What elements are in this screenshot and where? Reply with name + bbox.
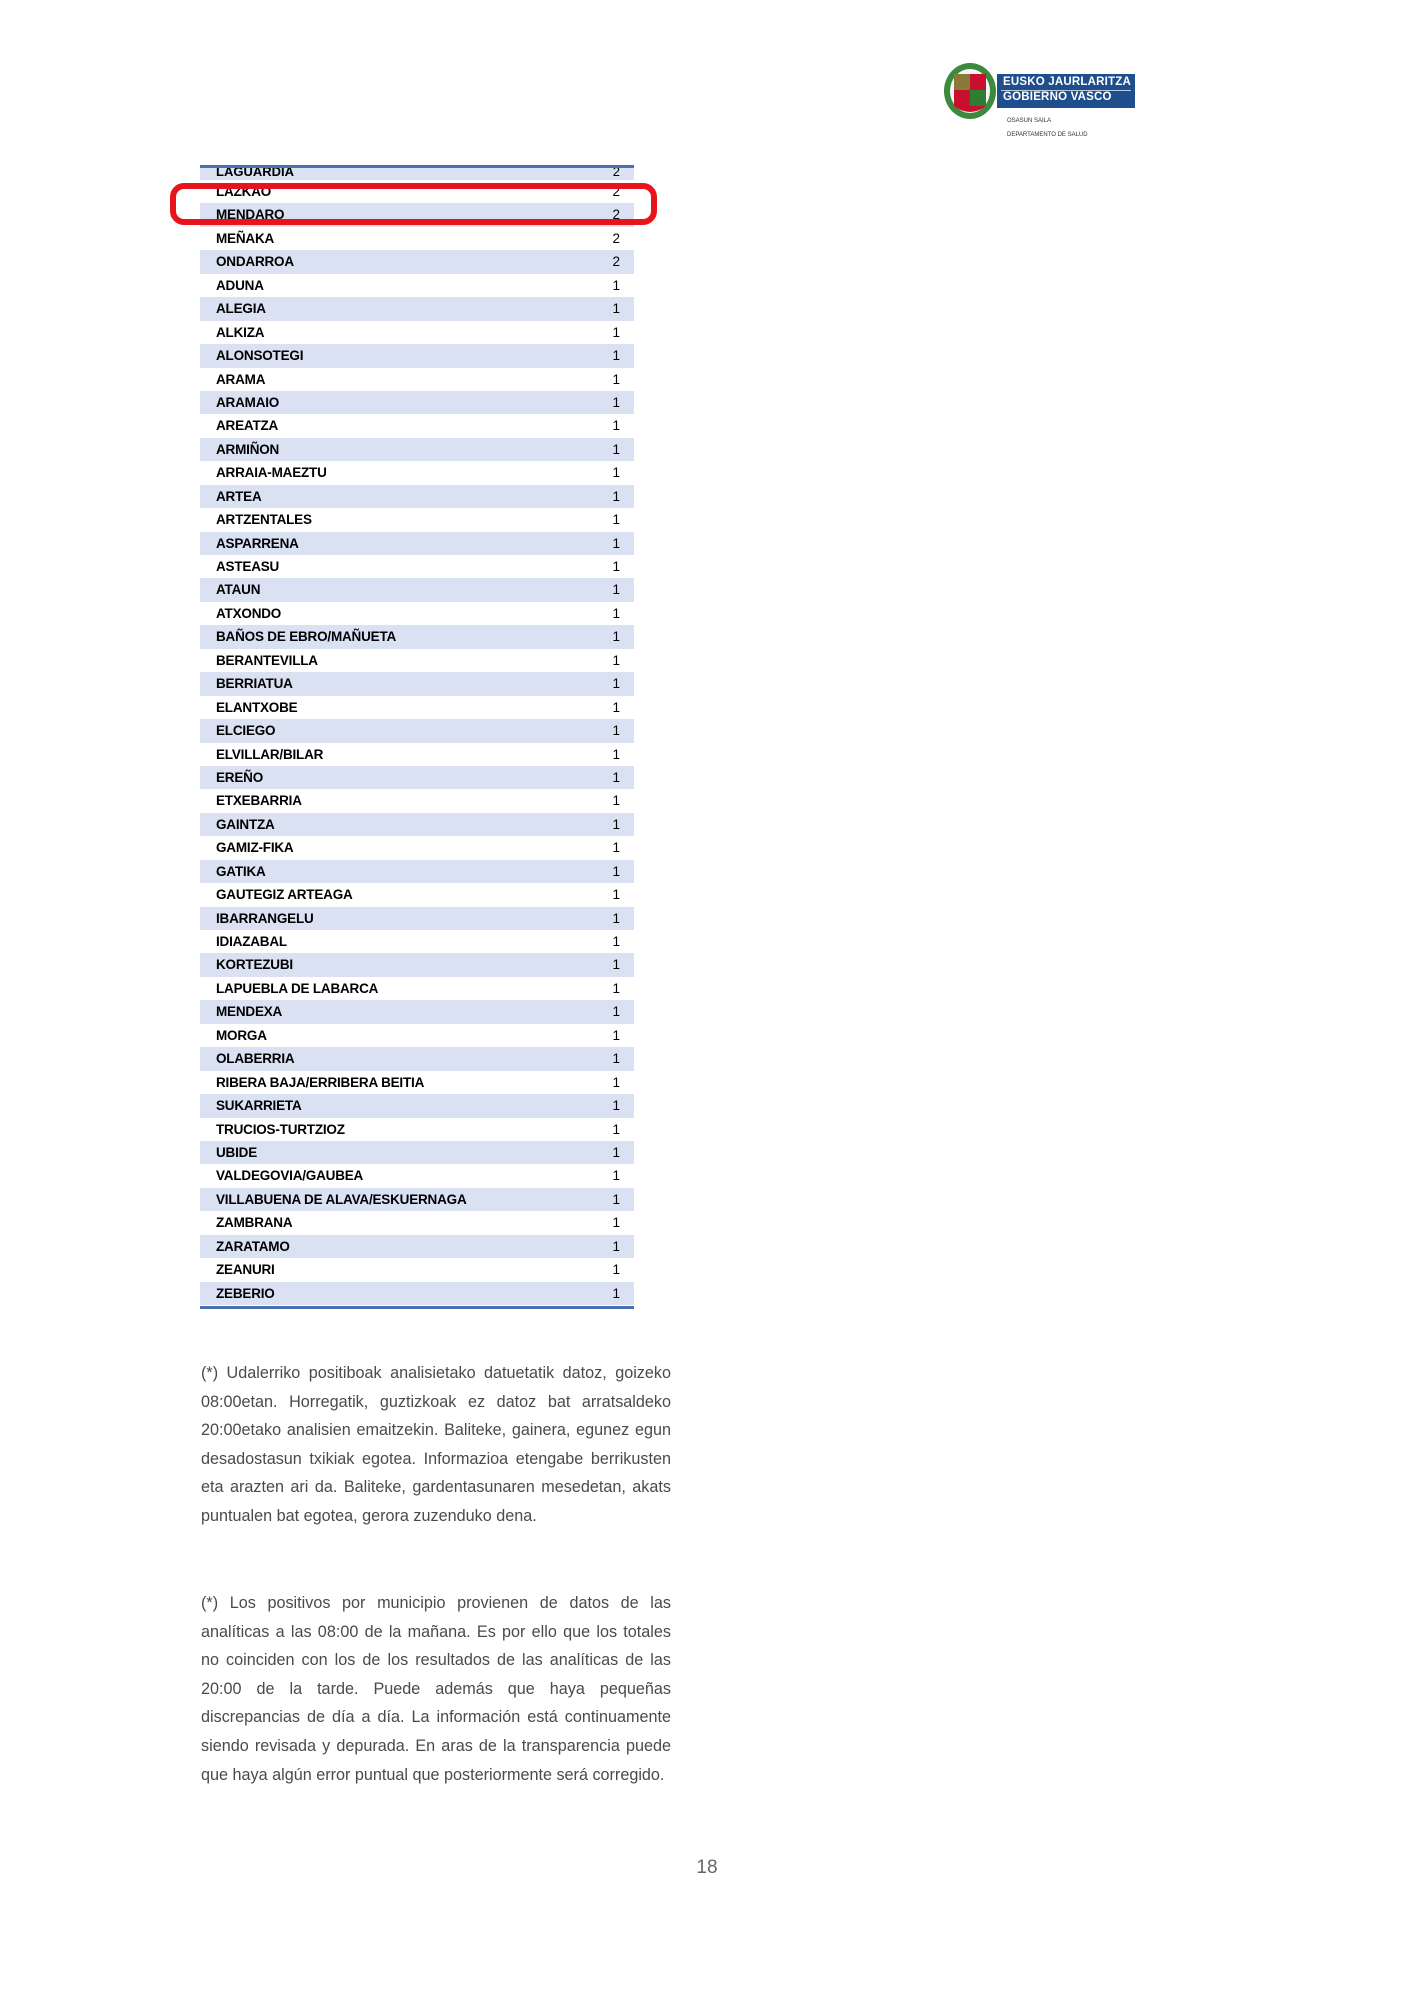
positives-count: 1 [612, 488, 620, 504]
table-row [200, 907, 634, 930]
positives-count: 1 [612, 840, 620, 856]
municipality-name: LAZKAO [216, 184, 272, 199]
table-row [200, 602, 634, 625]
table-row [200, 1164, 634, 1187]
table-row [200, 1094, 634, 1117]
table-row [200, 250, 634, 273]
table-row [200, 953, 634, 976]
table-row-partial [200, 168, 634, 180]
municipality-name: ELCIEGO [216, 723, 276, 739]
municipality-name: ARAMAIO [216, 394, 280, 410]
table-row [200, 1211, 634, 1234]
municipality-name: AREATZA [216, 418, 279, 434]
municipality-name: ELVILLAR/BILAR [216, 746, 324, 762]
municipality-name: ALEGIA [216, 301, 266, 317]
table-row [200, 743, 634, 766]
positives-count: 1 [612, 652, 620, 668]
positives-count: 1 [612, 1262, 620, 1278]
municipality-name: IDIAZABAL [216, 934, 287, 949]
municipality-name: ATAUN [216, 582, 261, 598]
positives-count: 1 [612, 699, 620, 715]
table-row [200, 649, 634, 672]
positives-count: 1 [612, 746, 620, 762]
municipality-name: MEÑAKA [216, 230, 275, 246]
table-row [200, 1000, 634, 1023]
table-row [200, 508, 634, 531]
positives-count: 1 [612, 863, 620, 879]
table-row [200, 1235, 634, 1258]
positives-count: 1 [612, 324, 620, 340]
positives-count: 1 [612, 1004, 620, 1020]
municipality-name: ZEBERIO [216, 1285, 275, 1301]
municipality-name: GAMIZ-FIKA [216, 840, 294, 856]
positives-count: 1 [612, 277, 620, 293]
municipality-name: ETXEBARRIA [216, 793, 302, 809]
municipality-name: EREÑO [216, 769, 264, 785]
partial-row-name: LAGUARDIA [216, 168, 294, 179]
municipality-name: ARMIÑON [216, 441, 280, 457]
positives-count: 1 [612, 769, 620, 785]
municipality-name: ALKIZA [216, 324, 265, 340]
positives-count: 1 [612, 465, 620, 481]
positives-count: 1 [612, 957, 620, 973]
positives-count: 1 [612, 394, 620, 410]
positives-count: 1 [612, 676, 620, 692]
positives-count: 2 [612, 230, 620, 246]
table-row [200, 555, 634, 578]
positives-count: 1 [612, 887, 620, 903]
table-row [200, 578, 634, 601]
municipality-name: ARTEA [216, 488, 262, 504]
positives-count: 1 [612, 980, 620, 996]
positives-count: 1 [612, 1074, 620, 1090]
municipality-name: ARRAIA-MAEZTU [216, 465, 327, 481]
positives-count: 1 [612, 605, 620, 621]
positives-count: 1 [612, 512, 620, 528]
table-row [200, 836, 634, 859]
basque-coat-of-arms-icon [943, 62, 997, 120]
table-row [200, 368, 634, 391]
logo-line-basque: EUSKO JAURLARITZA [1003, 76, 1131, 88]
positives-count: 1 [612, 1121, 620, 1137]
page-number: 18 [696, 1857, 718, 1878]
table-row [200, 696, 634, 719]
note-spanish: (*) Los positivos por municipio provienen de datos de las analíticas a las 08:00 de la mañana. Es por ello que los totales no coinciden con los de los resultados de las analíticas de las 20:00 de la tarde. Puede además que haya pequeñas discrepancias de día a día. La información está continuamente siendo revisada y depurada. En aras de la transparencia puede que haya algún error puntual que posteriormente será corregido. [201, 1594, 671, 1784]
municipality-name: ADUNA [216, 277, 264, 293]
table-row [200, 813, 634, 836]
positives-count: 1 [612, 441, 620, 457]
municipality-name: UBIDE [216, 1144, 258, 1160]
positives-count: 1 [612, 1285, 620, 1301]
positives-count: 1 [612, 1215, 620, 1231]
positives-count: 1 [612, 1238, 620, 1254]
positives-count: 1 [612, 1051, 620, 1067]
positives-count: 1 [612, 559, 620, 574]
municipality-name: ZARATAMO [216, 1238, 290, 1254]
municipality-name: BERANTEVILLA [216, 652, 318, 668]
table-row [200, 344, 634, 367]
positives-count: 1 [612, 1168, 620, 1184]
municipality-name: ZAMBRANA [216, 1215, 293, 1231]
table-row [200, 766, 634, 789]
table-row [200, 1141, 634, 1164]
positives-count: 1 [612, 793, 620, 809]
municipality-name: GAUTEGIZ ARTEAGA [216, 887, 353, 903]
municipality-name: ARTZENTALES [216, 512, 312, 528]
table-bottom-rule [200, 1306, 634, 1309]
department-name-spanish: DEPARTAMENTO DE SALUD [1007, 132, 1088, 138]
positives-count: 1 [612, 582, 620, 598]
municipality-name: VILLABUENA DE ALAVA/ESKUERNAGA [216, 1191, 467, 1207]
logo-line-spanish: GOBIERNO VASCO [1003, 91, 1112, 103]
municipality-name: ALONSOTEGI [216, 348, 304, 364]
positives-count: 2 [612, 207, 620, 223]
municipality-name: ARAMA [216, 371, 266, 387]
positives-count: 1 [612, 1027, 620, 1043]
municipality-name: LAPUEBLA DE LABARCA [216, 980, 379, 996]
positives-count: 1 [612, 910, 620, 926]
municipality-name: VALDEGOVIA/GAUBEA [216, 1168, 364, 1184]
positives-count: 1 [612, 1144, 620, 1160]
municipality-name: ASTEASU [216, 559, 280, 574]
municipality-name: SUKARRIETA [216, 1098, 302, 1114]
table-row [200, 719, 634, 742]
municipality-name: ELANTXOBE [216, 699, 298, 715]
government-logo [943, 62, 1143, 150]
table-row [200, 274, 634, 297]
table-row [200, 1024, 634, 1047]
positives-count: 2 [612, 184, 620, 199]
municipality-name: ZEANURI [216, 1262, 275, 1278]
table-row [200, 297, 634, 320]
table-row [200, 391, 634, 414]
positives-count: 1 [612, 816, 620, 832]
partial-row-value: 2 [612, 168, 620, 179]
municipality-name: IBARRANGELU [216, 910, 314, 926]
table-row [200, 1118, 634, 1141]
positives-count: 1 [612, 934, 620, 949]
positives-count: 1 [612, 418, 620, 434]
note-basque: (*) Udalerriko positiboak analisietako datuetatik datoz, goizeko 08:00etan. Horregatik, guztizkoak ez datoz bat arratsaldeko 20:00etako analisien emaitzekin. Baliteke, gainera, egunez egun desadostasun txikiak egotea. Informazioa etengabe berrikusten eta arazten ari da. Baliteke, gardentasunaren mesedetan, akats puntualen bat egotea, gerora zuzenduko dena. [201, 1364, 671, 1525]
municipality-name: BERRIATUA [216, 676, 293, 692]
table-row [200, 485, 634, 508]
positives-count: 1 [612, 535, 620, 551]
municipality-name: TRUCIOS-TURTZIOZ [216, 1121, 345, 1137]
positives-count: 1 [612, 1191, 620, 1207]
table-row [200, 789, 634, 812]
positives-count: 2 [612, 254, 620, 270]
municipality-name: ATXONDO [216, 605, 282, 621]
table-row [200, 532, 634, 555]
table-row [200, 625, 634, 648]
table-body [200, 180, 634, 1305]
positives-count: 1 [612, 1098, 620, 1114]
positives-count: 1 [612, 629, 620, 645]
municipality-name: MORGA [216, 1027, 267, 1043]
positives-count: 1 [612, 348, 620, 364]
table-row [200, 860, 634, 883]
table-row [200, 461, 634, 484]
table-row [200, 883, 634, 906]
municipality-name: GATIKA [216, 863, 266, 879]
table-row [200, 977, 634, 1000]
municipality-name: GAINTZA [216, 816, 275, 832]
positives-count: 1 [612, 371, 620, 387]
positives-count: 1 [612, 723, 620, 739]
table-row [200, 930, 634, 953]
positives-count: 1 [612, 301, 620, 317]
municipality-name: BAÑOS DE EBRO/MAÑUETA [216, 629, 397, 645]
municipality-name: ONDARROA [216, 254, 294, 270]
table-row [200, 1071, 634, 1094]
municipality-name: KORTEZUBI [216, 957, 293, 973]
municipality-name: OLABERRIA [216, 1051, 295, 1067]
table-row [200, 1282, 634, 1305]
municipality-name: RIBERA BAJA/ERRIBERA BEITIA [216, 1074, 425, 1090]
department-name-basque: OSASUN SAILA [1007, 118, 1052, 124]
table-row [200, 672, 634, 695]
table-row [200, 438, 634, 461]
highlight-box-lazkao [170, 183, 657, 225]
table-row [200, 1188, 634, 1211]
table-row [200, 414, 634, 437]
table-row [200, 321, 634, 344]
table-row [200, 1258, 634, 1281]
table-row [200, 227, 634, 250]
logo-banner [997, 74, 1135, 108]
municipality-name: ASPARRENA [216, 535, 299, 551]
municipality-name: MENDEXA [216, 1004, 283, 1020]
table-row [200, 1047, 634, 1070]
municipality-name: MENDARO [216, 207, 285, 223]
